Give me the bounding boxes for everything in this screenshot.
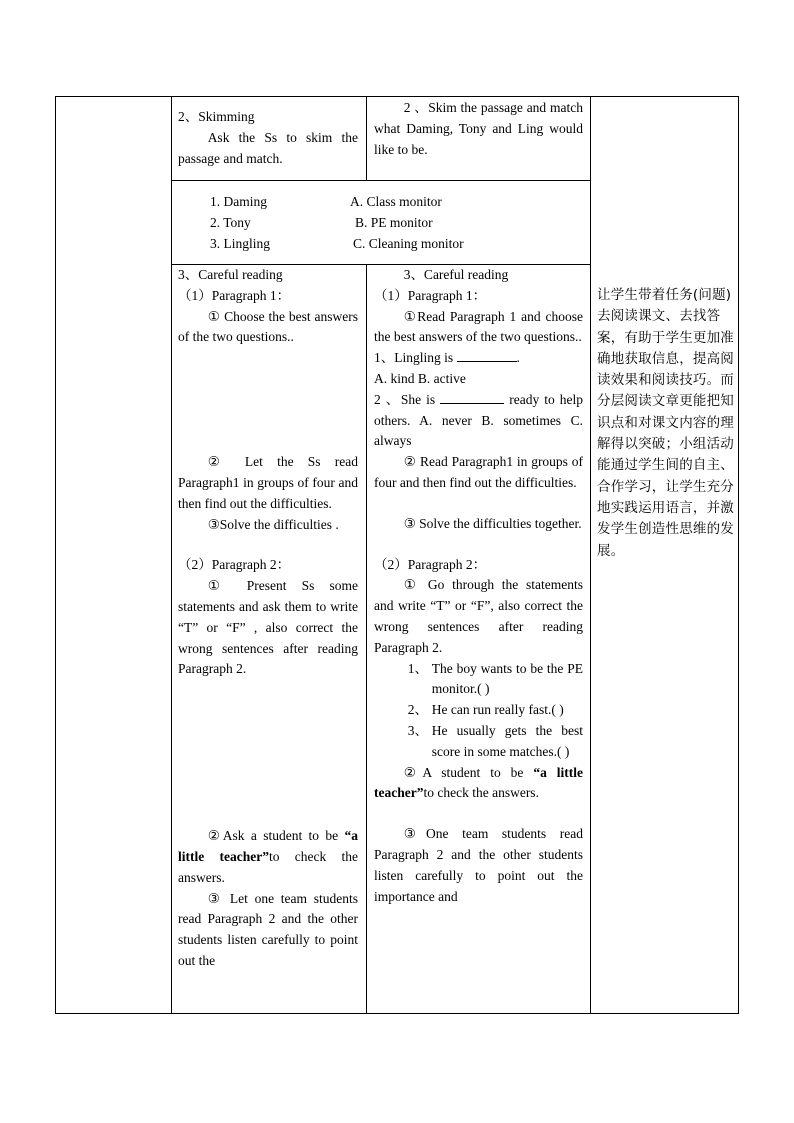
match-left: 1. Daming [210, 194, 267, 209]
teacher-p1-step2: ② Let the Ss read Paragraph1 in groups of four and then find out the difficulties. [178, 454, 358, 511]
student-p2-step2: ②A student to be “a little teacher”to check the answers. [374, 764, 583, 801]
student-p2-title: （2）Paragraph 2： [374, 556, 487, 572]
teacher-p1-step1: ① Choose the best answers of the two questions.. [178, 308, 358, 345]
careful-teacher-cell [178, 265, 358, 972]
match-left: 2. Tony [210, 215, 251, 230]
teacher-p2-title: （2）Paragraph 2： [178, 557, 291, 573]
match-row [210, 212, 464, 233]
teacher-p2-step3: ③ Let one team students read Paragraph 2 and the other students listen carefully to point out the [178, 890, 358, 968]
skimming-teacher-text: Ask the Ss to skim the passage and match. [178, 129, 358, 166]
statement-item: 1、 The boy wants to be the PE monitor.( ) [407, 660, 583, 697]
table-border-top [55, 96, 739, 97]
col-divider-3 [590, 96, 591, 1014]
student-p1-step2: ② Read Paragraph1 in groups of four and then find out the difficulties. [374, 454, 583, 490]
student-p1-step1: ①Read Paragraph 1 and choose the best answers of the two questions.. [374, 308, 583, 345]
answer-blank [457, 349, 517, 362]
table-border-right [738, 96, 739, 1014]
student-question-1-options: A. kind B. active [374, 370, 466, 386]
col-divider-2b [366, 264, 367, 1014]
teacher-p2-step1: ① Present Ss some statements and ask them to write “T” or “F” , also correct the wrong sentences after reading Paragraph 2. [178, 578, 358, 677]
student-p1-step3: ③ Solve the difficulties together. [403, 515, 582, 531]
skimming-teacher-title: 2、Skimming [178, 109, 255, 124]
row-divider-1 [171, 180, 591, 181]
match-row [210, 191, 464, 212]
teacher-p1-step3: ③Solve the difficulties . [207, 516, 339, 532]
skimming-teacher-cell [178, 107, 358, 169]
teacher-p1-title: （1）Paragraph 1： [178, 287, 291, 303]
col-divider-2a [366, 96, 367, 181]
match-right: A. Class monitor [350, 194, 442, 209]
student-p2-step3: ③One team students read Paragraph 2 and the other students listen carefully to point out the importance and [374, 826, 583, 904]
careful-student-title: 3、Careful reading [403, 267, 509, 282]
careful-teacher-title: 3、Careful reading [178, 267, 283, 282]
statement-item: 3、 He usually gets the best score in some matches.( ) [407, 722, 583, 759]
teacher-p2-step2: ②Ask a student to be “a little teacher”to check the answers. [178, 828, 358, 885]
careful-student-cell [374, 265, 583, 907]
table-border-left [55, 96, 56, 1014]
student-question-1: 1、Lingling is . [374, 350, 520, 366]
statement-list [374, 659, 583, 763]
student-p1-title: （1）Paragraph 1： [374, 287, 487, 303]
student-question-2: 2 、She is ready to help others. A. never B. sometimes C. always [374, 391, 583, 449]
student-p2-step1: ① Go through the statements and write “T” or “F”, also correct the wrong sentences after reading Paragraph 2. [374, 577, 583, 655]
skimming-student-cell [374, 98, 583, 160]
design-purpose-text: 让学生带着任务(问题)去阅读课文、去找答案，有助于学生更加准确地获取信息，提高阅读效果和阅读技巧。而分层阅读文章更能把知识点和对课文内容的理解得以突破；小组活动能通过学生间的自主、合作学习，让学生充分地实践运用语言，并激发学生创造性思维的发展。 [597, 287, 734, 559]
match-row [210, 233, 464, 254]
answer-blank [440, 391, 504, 404]
col-divider-1 [171, 96, 172, 1014]
skimming-student-text: 2 、Skim the passage and match what Daming, Tony and Ling would like to be. [374, 100, 583, 157]
statement-item: 2、 He can run really fast.( ) [407, 702, 564, 718]
match-right: B. PE monitor [355, 215, 433, 230]
match-right: C. Cleaning monitor [353, 236, 464, 251]
table-border-bottom [55, 1013, 739, 1014]
match-list [210, 191, 464, 254]
match-left: 3. Lingling [210, 236, 270, 251]
